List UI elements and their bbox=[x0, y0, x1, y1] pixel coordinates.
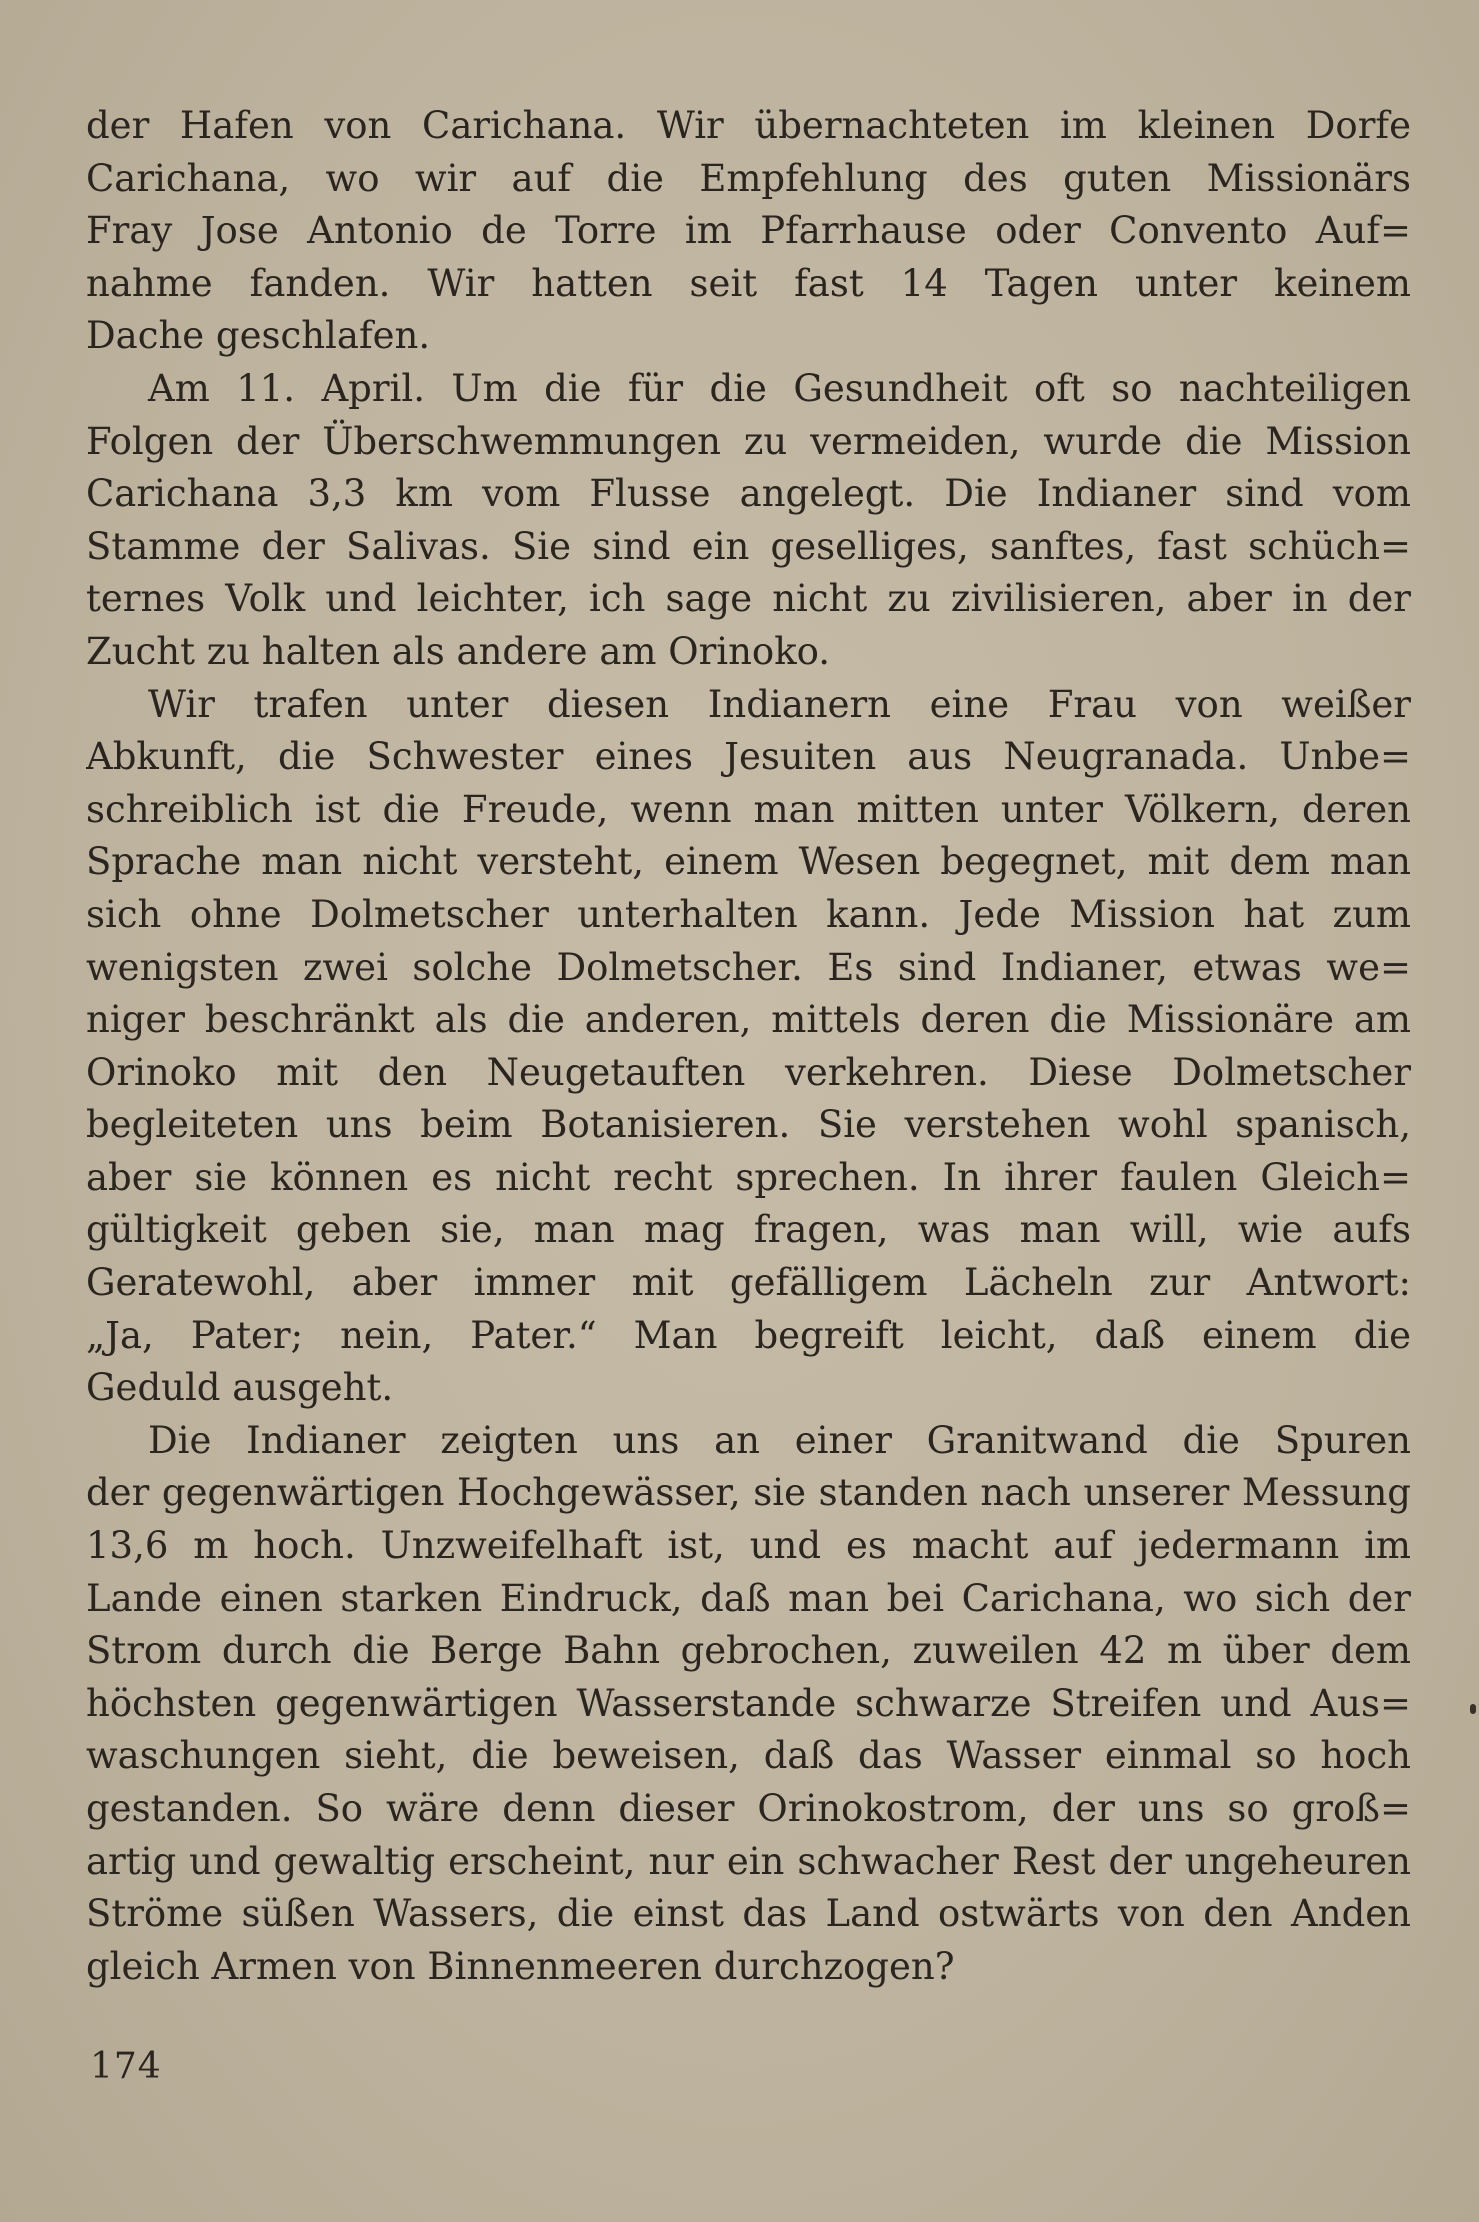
text-line: Stamme der Salivas. Sie sind ein geselliges, sanftes, fast schüch= bbox=[86, 524, 1411, 568]
edge-mark bbox=[1470, 1704, 1476, 1714]
text-line: artig und gewaltig erscheint, nur ein schwacher Rest der ungeheuren bbox=[86, 1839, 1411, 1883]
text-line: der Hafen von Carichana. Wir übernachteten im kleinen Dorfe bbox=[86, 104, 1411, 147]
text-line: sich ohne Dolmetscher unterhalten kann. Jede Mission hat zum bbox=[86, 892, 1411, 936]
text-line: Carichana 3,3 km vom Flusse angelegt. Die Indianer sind vom bbox=[86, 472, 1411, 516]
text-line: begleiteten uns beim Botanisieren. Sie verstehen wohl spanisch, bbox=[86, 1103, 1411, 1147]
text-line: der gegenwärtigen Hochgewässer, sie standen nach unserer Messung bbox=[86, 1471, 1411, 1515]
text-line: Sprache man nicht versteht, einem Wesen begegnet, mit dem man bbox=[86, 840, 1411, 884]
text-line: Abkunft, die Schwester eines Jesuiten aus Neugranada. Unbe= bbox=[86, 735, 1411, 779]
text-line: Geduld ausgeht. bbox=[86, 1366, 394, 1410]
text-line: gültigkeit geben sie, man mag fragen, was man will, wie aufs bbox=[86, 1208, 1411, 1252]
text-line: gleich Armen von Binnenmeeren durchzogen? bbox=[86, 1944, 955, 1988]
text-line: Am 11. April. Um die für die Gesundheit oft so nachteiligen bbox=[148, 366, 1411, 410]
text-line: Strom durch die Berge Bahn gebrochen, zuweilen 42 m über dem bbox=[86, 1629, 1411, 1673]
text-line: 13,6 m hoch. Unzweifelhaft ist, und es macht auf jedermann im bbox=[86, 1524, 1411, 1568]
text-line: nahme fanden. Wir hatten seit fast 14 Tagen unter keinem bbox=[86, 261, 1411, 305]
text-line: niger beschränkt als die anderen, mittels deren die Missionäre am bbox=[86, 998, 1411, 1042]
text-line: Carichana, wo wir auf die Empfehlung des guten Missionärs bbox=[86, 156, 1411, 200]
text-line: Wir trafen unter diesen Indianern eine Frau von weißer bbox=[148, 682, 1411, 726]
text-line: schreiblich ist die Freude, wenn man mitten unter Völkern, deren bbox=[86, 787, 1411, 831]
text-line: Dache geschlafen. bbox=[86, 314, 431, 358]
text-line: Die Indianer zeigten uns an einer Granitwand die Spuren bbox=[148, 1418, 1411, 1462]
text-line: Ströme süßen Wassers, die einst das Land ostwärts von den Anden bbox=[86, 1892, 1411, 1936]
body-text bbox=[86, 100, 1411, 1993]
text-line: Zucht zu halten als andere am Orinoko. bbox=[86, 629, 831, 673]
text-line: gestanden. So wäre denn dieser Orinokostrom, der uns so groß= bbox=[86, 1787, 1411, 1830]
text-line: Fray Jose Antonio de Torre im Pfarrhause oder Convento Auf= bbox=[86, 209, 1411, 253]
text-line: waschungen sieht, die beweisen, daß das Wasser einmal so hoch bbox=[86, 1734, 1411, 1778]
page-number: 174 bbox=[90, 2046, 162, 2087]
text-line: Lande einen starken Eindruck, daß man bei Carichana, wo sich der bbox=[86, 1576, 1411, 1620]
text-line: ternes Volk und leichter, ich sage nicht zu zivilisieren, aber in der bbox=[86, 577, 1411, 621]
text-line: aber sie können es nicht recht sprechen. In ihrer faulen Gleich= bbox=[86, 1155, 1411, 1199]
text-line: Geratewohl, aber immer mit gefälligem Lächeln zur Antwort: bbox=[86, 1261, 1411, 1305]
text-line: höchsten gegenwärtigen Wasserstande schwarze Streifen und Aus= bbox=[86, 1681, 1411, 1725]
text-line: „Ja, Pater; nein, Pater.“ Man begreift leicht, daß einem die bbox=[86, 1313, 1411, 1357]
text-line: Folgen der Überschwemmungen zu vermeiden, wurde die Mission bbox=[86, 419, 1411, 463]
text-line: Orinoko mit den Neugetauften verkehren. Diese Dolmetscher bbox=[86, 1050, 1411, 1094]
text-line: wenigsten zwei solche Dolmetscher. Es sind Indianer, etwas we= bbox=[86, 945, 1411, 989]
